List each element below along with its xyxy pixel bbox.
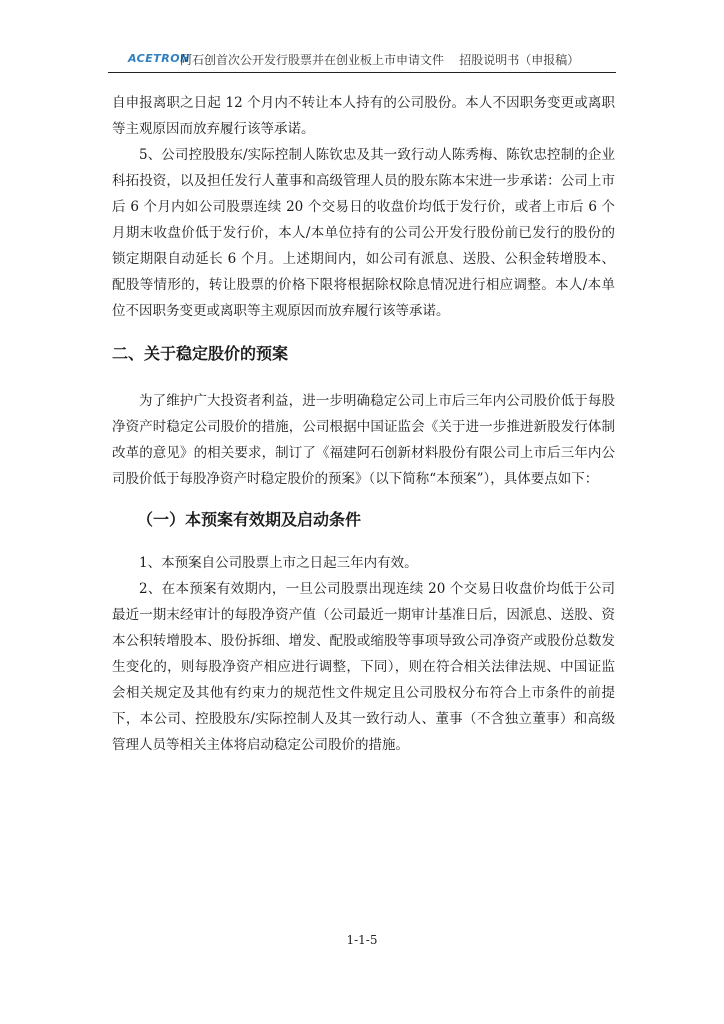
subsection-heading: （一）本预案有效期及启动条件 [137,510,362,529]
paragraph-2: 5、公司控股股东/实际控制人陈钦忠及其一致行动人陈秀梅、陈钦忠控制的企业科拓投资，以及担任发行人董事和高级管理人员的股东陈本宋进一步承诺：公司上市后 6 个月内如公司股票连续 20 个交易日的收盘价均低于发行价，或者上市后 6 个月期末收盘价低于发行价，本人/本单位持有的公司公开发行股份前已发行的股份的锁定期限自动延长 6 个月。上述期间内，如公司有派息、送股、公积金转增股本、配股等情形的，转让股票的价格下限将根据除权除息情况进行相应调整。本人/本单位不因职务变更或离职等主观原因而放弃履行该等承诺。 [112,147,615,319]
section-heading: 二、关于稳定股价的预案 [112,344,289,363]
header-title: 阿石创首次公开发行股票并在创业板上市申请文件 招股说明书（申报稿） [180,53,580,67]
page-number: 1-1-5 [346,933,378,947]
company-logo: ACETRON [128,52,190,65]
paragraph-4: 1、本预案自公司股票上市之日起三年内有效。 [139,555,418,571]
paragraph-1: 自申报离职之日起 12 个月内不转让本人持有的公司股份。本人不因职务变更或离职等主观原因而放弃履行该等承诺。 [112,95,615,137]
paragraph-5: 2、在本预案有效期内，一旦公司股票出现连续 20 个交易日收盘价均低于公司最近一期末经审计的每股净资产值（公司最近一期审计基准日后，因派息、送股、资本公积转增股本、股份拆细、增发、配股或缩股等事项导致公司净资产或股份总数发生变化的，则每股净资产相应进行调整，下同），则在符合相关法律法规、中国证监会相关规定及其他有约束力的规范性文件规定且公司股权分布符合上市条件的前提下，本公司、控股股东/实际控制人及其一致行动人、董事（不含独立董事）和高级管理人员等相关主体将启动稳定公司股价的措施。 [112,581,615,753]
page-header [108,50,616,73]
document-body [112,90,615,758]
paragraph-3: 为了维护广大投资者利益，进一步明确稳定公司上市后三年内公司股价低于每股净资产时稳定公司股价的措施，公司根据中国证监会《关于进一步推进新股发行体制改革的意见》的相关要求，制订了《福建阿石创新材料股份有限公司上市后三年内公司股价低于每股净资产时稳定股价的预案》（以下简称“本预案”），具体要点如下： [112,393,615,487]
